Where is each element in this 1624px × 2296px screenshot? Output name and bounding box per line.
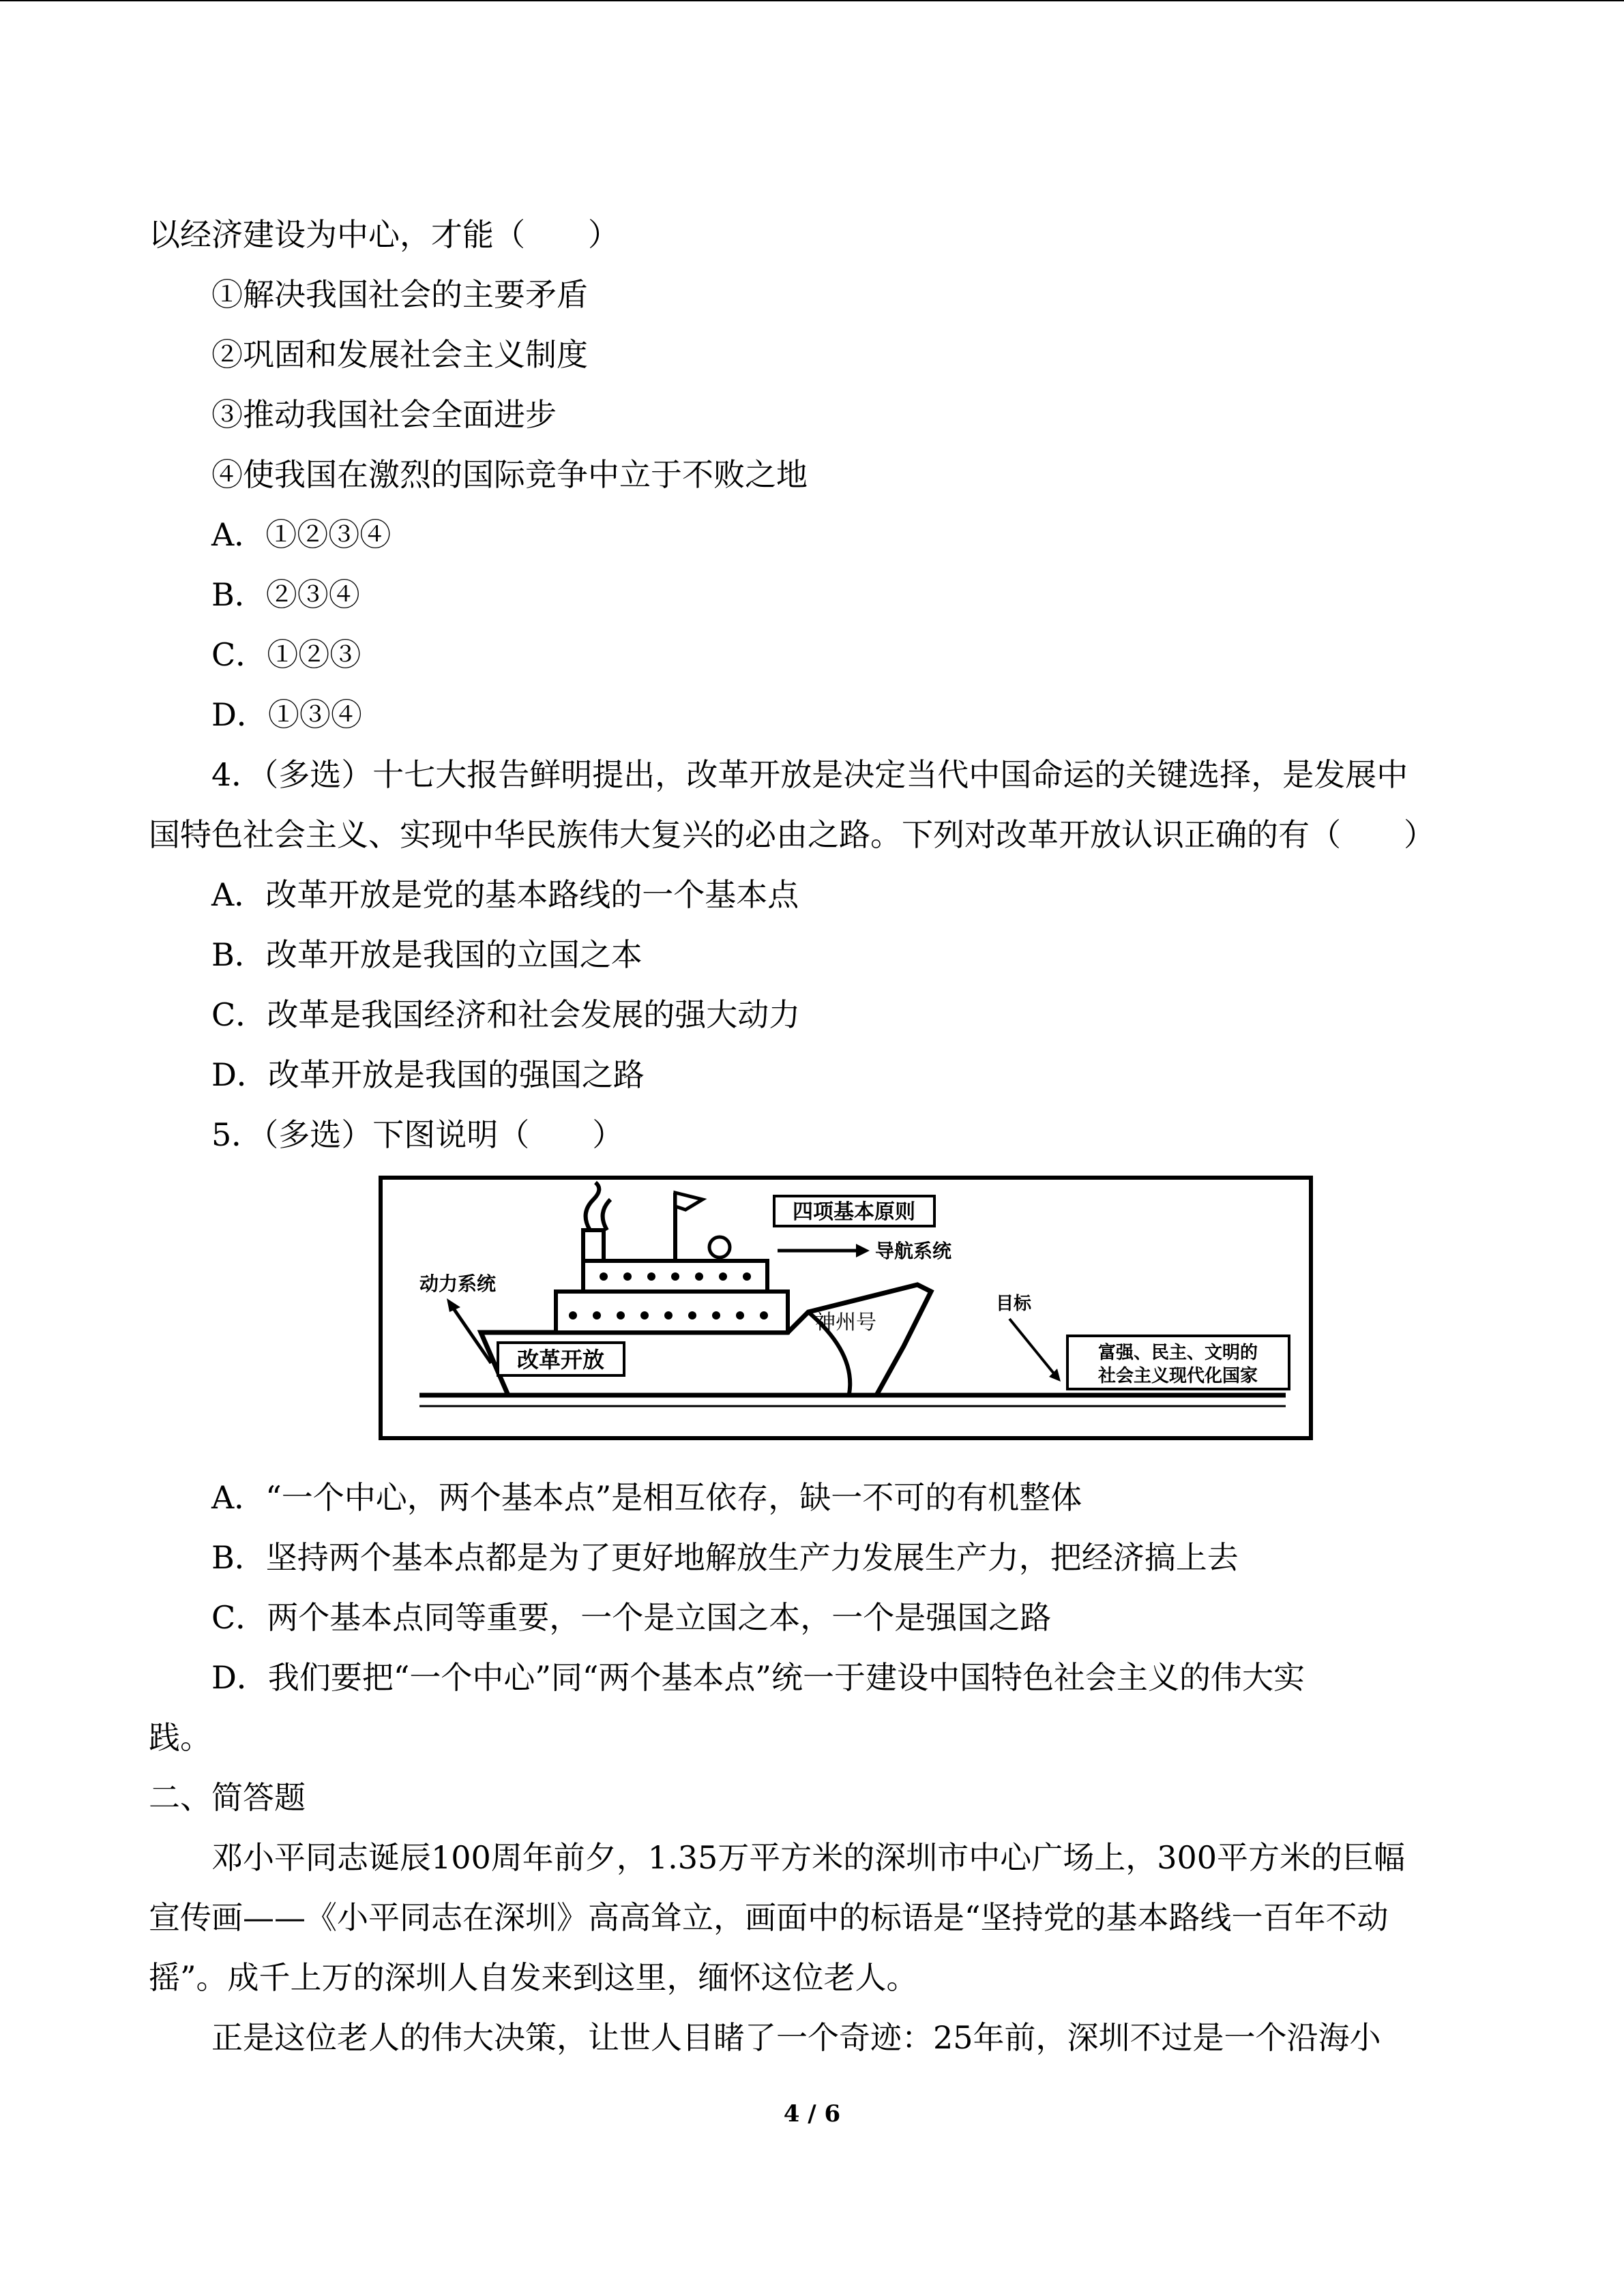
ship-diagram [379, 1176, 1313, 1440]
q3-option-d: D．①③④ [211, 696, 362, 733]
passage-line-1: 邓小平同志诞辰100周年前夕，1.35万平方米的深圳市中心广场上，300平方米的巨幅 [211, 1839, 1406, 1876]
principles-label: 四项基本原则 [793, 1200, 915, 1224]
q4-stem-continued: 国特色社会主义、实现中华民族伟大复兴的必由之路。下列对改革开放认识正确的有（ ） [149, 816, 1435, 853]
passage-line-4: 正是这位老人的伟大决策，让世人目睹了一个奇迹：25年前，深圳不过是一个沿海小 [211, 2019, 1381, 2056]
q3-option-b: B．②③④ [211, 576, 360, 613]
q4-option-c: C．改革是我国经济和社会发展的强大动力 [211, 996, 801, 1033]
q4-option-d: D．改革开放是我国的强国之路 [211, 1056, 645, 1093]
q5-option-d-continued: 践。 [149, 1719, 211, 1756]
q4-option-b: B．改革开放是我国的立国之本 [211, 936, 643, 973]
page-number: 4 / 6 [783, 2100, 841, 2128]
q5-option-d: D．我们要把“一个中心”同“两个基本点”统一于建设中国特色社会主义的伟大实 [211, 1659, 1305, 1696]
passage-line-3: 摇”。成千上万的深圳人自发来到这里，缅怀这位老人。 [149, 1959, 918, 1996]
goal-line-2: 社会主义现代化国家 [1097, 1366, 1258, 1386]
target-label: 目标 [996, 1294, 1032, 1314]
q4-stem: 4．（多选）十七大报告鲜明提出，改革开放是决定当代中国命运的关键选择，是发展中 [211, 756, 1408, 793]
statement-4: ④使我国在激烈的国际竞争中立于不败之地 [211, 456, 808, 493]
power-label: 动力系统 [419, 1272, 497, 1295]
question-stem-continued: 以经济建设为中心，才能（ ） [149, 216, 619, 253]
reform-label: 改革开放 [516, 1347, 605, 1373]
ship-diagram-svg [379, 1176, 1313, 1440]
statement-1: ①解决我国社会的主要矛盾 [211, 276, 588, 313]
q3-option-c: C．①②③ [211, 636, 361, 673]
goal-line-1: 富强、民主、文明的 [1097, 1343, 1258, 1363]
section-heading: 二、简答题 [149, 1779, 306, 1816]
ship-deck-lower [556, 1292, 788, 1332]
q5-option-c: C．两个基本点同等重要，一个是立国之本，一个是强国之路 [211, 1599, 1052, 1636]
q5-option-a: A．“一个中心，两个基本点”是相互依存，缺一不可的有机整体 [211, 1479, 1082, 1516]
navigation-label: 导航系统 [875, 1240, 952, 1262]
passage-line-2: 宣传画——《小平同志在深圳》高高耸立，画面中的标语是“坚持党的基本路线一百年不动 [149, 1899, 1389, 1936]
statement-2: ②巩固和发展社会主义制度 [211, 336, 588, 373]
q4-option-a: A．改革开放是党的基本路线的一个基本点 [211, 876, 799, 913]
top-border [0, 0, 1624, 1]
ship-name-label: 神州号 [815, 1311, 876, 1335]
q5-stem: 5．（多选）下图说明（ ） [211, 1116, 624, 1153]
q3-option-a: A．①②③④ [211, 516, 392, 553]
q5-option-b: B．坚持两个基本点都是为了更好地解放生产力发展生产力，把经济搞上去 [211, 1539, 1239, 1576]
ship-chimney [583, 1230, 604, 1261]
statement-3: ③推动我国社会全面进步 [211, 396, 557, 433]
